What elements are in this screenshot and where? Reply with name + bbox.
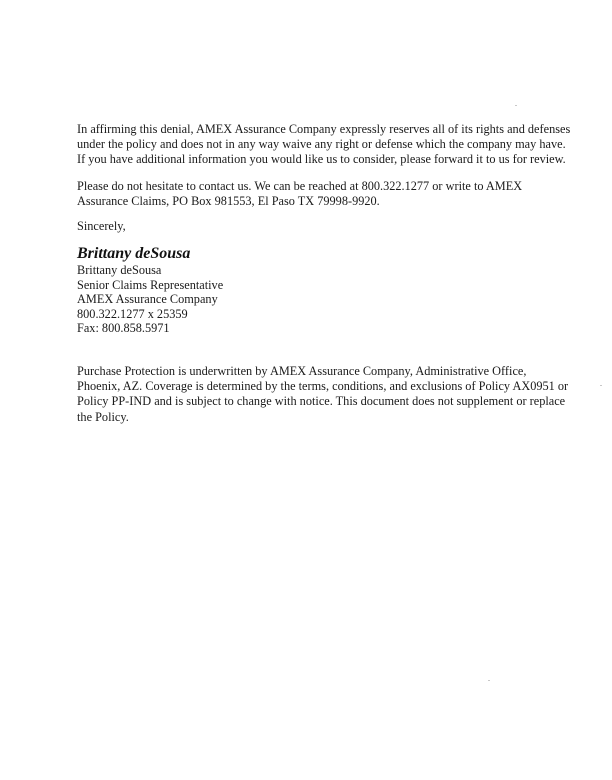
signer-company: AMEX Assurance Company: [77, 292, 218, 307]
paragraph-line: In affirming this denial, AMEX Assurance Company expressly reserves all of its rights and defenses: [77, 122, 571, 136]
scan-speck: [515, 105, 517, 106]
paragraph-denial-reservation: [77, 122, 570, 167]
paragraph-contact: [77, 179, 522, 209]
paragraph-line: If you have additional information you would like us to consider, please forward it to us for review.: [77, 152, 566, 166]
scan-speck: [488, 680, 490, 681]
paragraph-underwriting-disclaimer: [77, 364, 568, 425]
signer-name: Brittany deSousa: [77, 263, 162, 277]
signer-phone: 800.322.1277 x 25359: [77, 306, 188, 321]
closing-salutation: Sincerely,: [77, 219, 126, 233]
paragraph-line: Purchase Protection is underwritten by AMEX Assurance Company, Administrative Office,: [77, 364, 527, 378]
signer-title: Senior Claims Representative: [77, 277, 224, 292]
paragraph-line: Phoenix, AZ. Coverage is determined by the terms, conditions, and exclusions of Policy AX0951 or: [77, 379, 569, 394]
signature: Brittany deSousa: [77, 245, 191, 262]
paragraph-line: Please do not hesitate to contact us. We can be reached at 800.322.1277 or write to AMEX: [77, 179, 523, 193]
paragraph-line: the Policy.: [77, 409, 129, 424]
paragraph-line: Policy PP-IND and is subject to change with notice. This document does not supplement or replace: [77, 394, 566, 409]
signer-fax: Fax: 800.858.5971: [77, 321, 170, 336]
signature-block: [77, 263, 223, 336]
scan-speck: [600, 385, 602, 386]
paragraph-line: Assurance Claims, PO Box 981553, El Paso TX 79998-9920.: [77, 194, 380, 208]
paragraph-line: under the policy and does not in any way waive any right or defense which the company may have.: [77, 137, 566, 151]
